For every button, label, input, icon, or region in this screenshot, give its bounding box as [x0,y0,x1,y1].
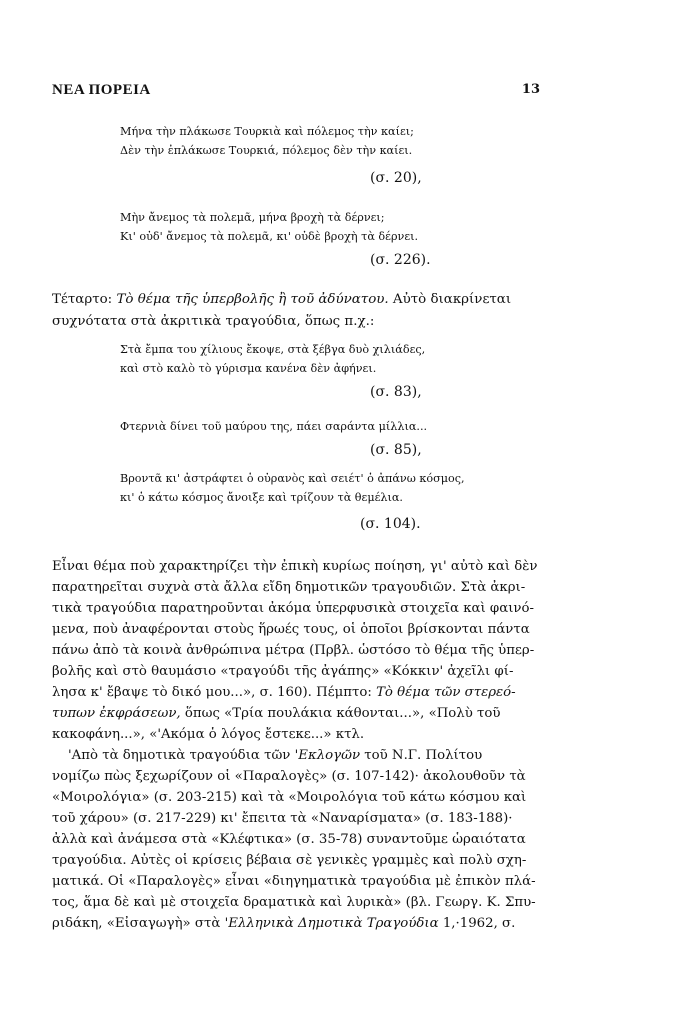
body-line: ἀλλὰ καὶ ἀνάμεσα στὰ «Κλέφτικα» (σ. 35-78) συναντοῦμε ὡραιότατα [52,832,526,847]
verse-line: Μὴν ἄνεμος τὰ πολεμᾶ, μήνα βροχὴ τὰ δέρνει; [120,211,385,224]
body-line: Εἶναι θέμα ποὺ χαρακτηρίζει τὴν ἐπικὴ κυρίως ποίηση, γι' αὐτὸ καὶ δὲν [52,559,538,574]
paragraph-line: συχνότατα στὰ ἀκριτικὰ τραγούδια, ὅπως π.χ.: [52,314,375,329]
body-line: τος, ἅμα δὲ καὶ μὲ στοιχεῖα δραματικὰ καὶ λυρικὰ» (βλ. Γεωργ. Κ. Σπυ- [52,895,536,910]
citation: (σ. 83), [370,384,422,400]
body-line: τυπων ἐκφράσεων, ὅπως «Τρία πουλάκια κάθονται...», «Πολὺ τοῦ [52,706,501,721]
body-line: «Μοιρολόγια» (σ. 203-215) καὶ τὰ «Μοιρολόγια τοῦ κάτω κόσμου καὶ [52,790,527,805]
verse-line: Στὰ ἔμπα του χίλιους ἔκοψε, στὰ ξέβγα δυὸ χιλιάδες, [120,343,426,356]
body-line: παρατηρεῖται συχνὰ στὰ ἄλλα εἴδη δημοτικῶν τραγουδιῶν. Στὰ ἀκρι- [52,580,526,595]
theme-title: Τὸ θέμα τῆς ὑπερβολῆς ἢ τοῦ ἀδύνατου. [116,292,389,307]
body-line: ριδάκη, «Εἰσαγωγὴ» στὰ 'Ελληνικὰ Δημοτικὰ Τραγούδια 1,·1962, σ. [52,916,516,931]
body-line: λησα κ' ἔβαψε τὸ δικό μου...», σ. 160). Πέμπτο: Τὸ θέμα τῶν στερεό- [52,685,516,700]
verse-line: Βροντᾶ κι' ἀστράφτει ὁ οὐρανὸς καὶ σειέτ' ὁ ἀπάνω κόσμος, [120,472,465,485]
body-line: ματικά. Οἱ «Παραλογὲς» εἶναι «διηγηματικὰ τραγούδια μὲ ἐπικὸν πλά- [52,874,536,889]
verse-line: Μήνα τὴν πλάκωσε Τουρκιὰ καὶ πόλεμος τὴν καίει; [120,125,414,138]
body-line: τικὰ τραγούδια παρατηροῦνται ἀκόμα ὑπερφυσικὰ στοιχεῖα καὶ φαινό- [52,601,535,616]
verse-line: Δὲν τὴν ἐπλάκωσε Τουρκιά, πόλεμος δὲν τὴν καίει. [120,144,413,157]
citation: (σ. 85), [370,442,422,458]
body-line: τραγούδια. Αὐτὲς οἱ κρίσεις βέβαια σὲ γενικὲς γραμμὲς καὶ πολὺ σχη- [52,853,527,868]
verse-line: Κι' οὐδ' ἄνεμος τὰ πολεμᾶ, κι' οὐδὲ βροχὴ τὰ δέρνει. [120,230,419,243]
citation: (σ. 20), [370,170,422,186]
body-line: μενα, ποὺ ἀναφέρονται στοὺς ἥρωές τους, οἱ ὁποῖοι βρίσκονται πάντα [52,622,530,637]
section-lead: Τέταρτο: [52,292,113,307]
body-line: νομίζω πὼς ξεχωρίζουν οἱ «Παραλογὲς» (σ. 107-142)· ἀκολουθοῦν τὰ [52,769,526,784]
citation: (σ. 226). [370,252,431,268]
page-number: 13 [521,82,540,97]
body-line: πάνω ἀπὸ τὰ κοινὰ ἀνθρώπινα μέτρα (Πρβλ. ὡστόσο τὸ θέμα τῆς ὑπερ- [52,643,535,658]
body-line: κακοφάνη...», «'Ακόμα ὁ λόγος ἔστεκε...» κτλ. [52,727,365,742]
verse-line: κι' ὁ κάτω κόσμος ἄνοιξε καὶ τρίζουν τὰ θεμέλια. [120,491,403,504]
running-head: ΝΕΑ ΠΟΡΕΙΑ [52,82,151,98]
body-line: τοῦ χάρου» (σ. 217-229) κι' ἔπειτα τὰ «Ναναρίσματα» (σ. 183-188)· [52,811,513,826]
citation: (σ. 104). [360,516,421,532]
paragraph-line: Τέταρτο: Τὸ θέμα τῆς ὑπερβολῆς ἢ τοῦ ἀδύνατου. Αὐτὸ διακρίνεται [52,292,512,307]
verse-line: καὶ στὸ καλὸ τὸ γύρισμα κανένα δὲν ἀφήνει. [120,362,377,375]
verse-line: Φτερνιὰ δίνει τοῦ μαύρου της, πάει σαράντα μίλλια... [120,420,428,433]
body-line: βολῆς καὶ στὸ θαυμάσιο «τραγούδι τῆς ἀγάπης» «Κόκκιν' ἀχεῖλι φί- [52,664,514,679]
page-header [52,82,540,102]
body-line: 'Απὸ τὰ δημοτικὰ τραγούδια τῶν 'Εκλογῶν τοῦ Ν.Γ. Πολίτου [68,748,483,763]
